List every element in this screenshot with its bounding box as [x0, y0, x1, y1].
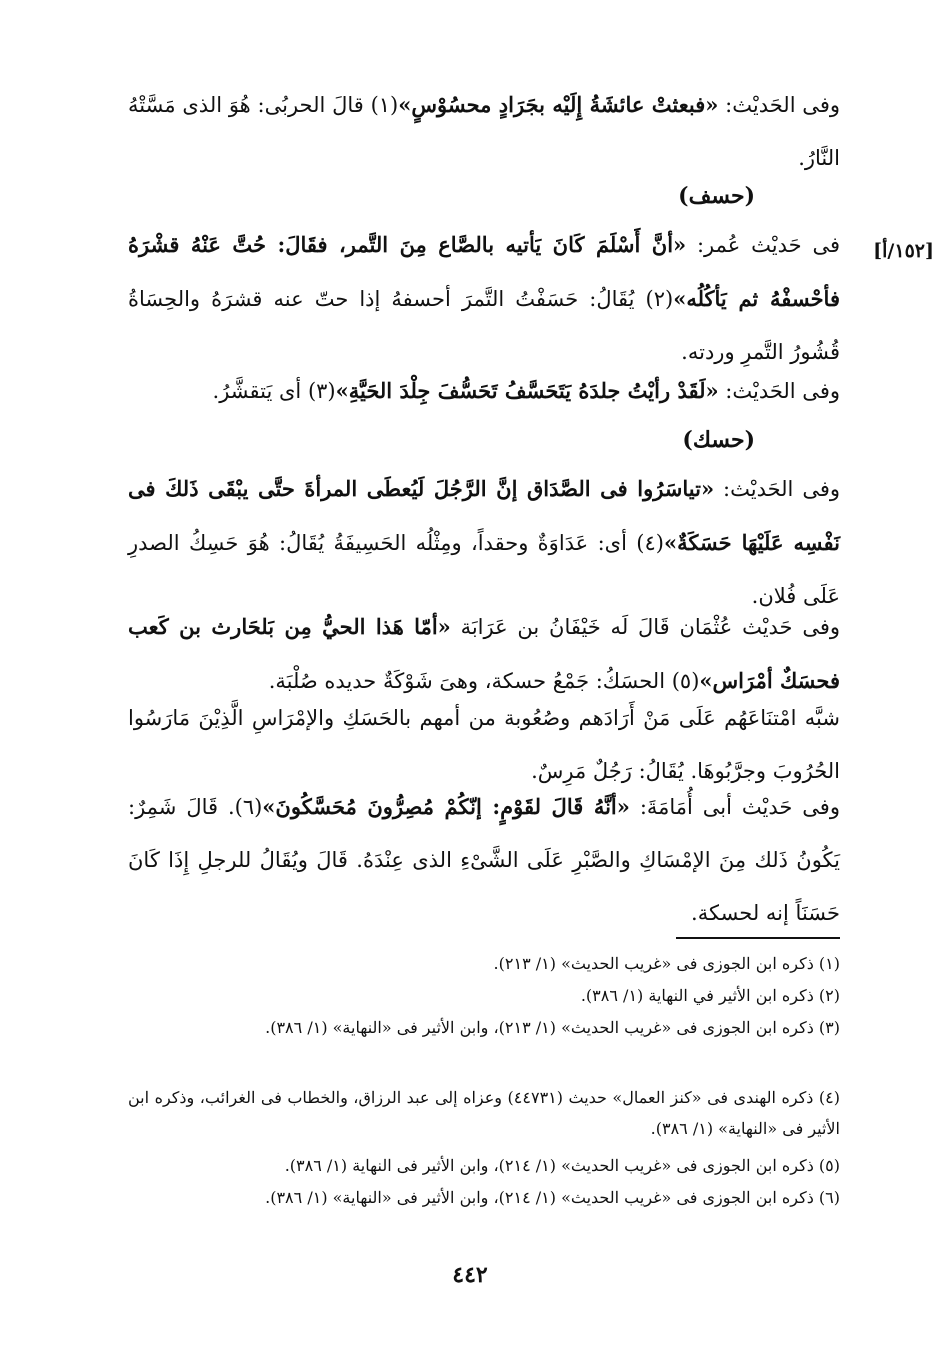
hadith-quote: «أمّا هَذا الحيُّ مِن بَلحَارث بن كَعب فحسَكٌ أمْرَاس»: [128, 614, 840, 693]
paragraph-text: (٢) يُقَالُ: حَسَفْتُ التَّمرَ أحسفهُ إذا حتّ عنه قشرَهُ والحِسَاةُ قُشُورُ التَّمرِ وردته.: [128, 287, 840, 364]
paragraph-text: (٤) أى: عَدَاوَةٌ وحقداً، ومِثْلُه الحَسِيفَةُ يُقَالُ: هُوَ حَسِكُ الصدرِ عَلَى فُلان.: [128, 531, 840, 608]
paragraph-text: وفى الحَديْث:: [718, 93, 840, 117]
footnote-2: (٢) ذكره ابن الأثير في النهاية (١/ ٣٨٦).: [580, 986, 840, 1005]
paragraph-hasas: [128, 78, 840, 185]
paragraph-text: شبَّه امْتنَاعَهُم عَلَى مَنْ أَرَادَهم وصُعُوبة من أمهم بالحَسَكِ والإمْرَاسِ الَّذِيْنَ مَارَسُوا الحُرُوبَ وجرَّبُوهَا. يُقَالُ: رَجُلٌ مَرِسٌ.: [128, 706, 840, 783]
paragraph-text: وفى الحَديْث:: [718, 379, 840, 403]
paragraph-umar: [128, 218, 840, 379]
page-number: ٤٤٢: [452, 1262, 488, 1288]
paragraph-text: وفى حَديْث أبى أُمَامَةَ:: [629, 795, 840, 819]
entry-heading-hasak: (حسك): [682, 427, 755, 453]
footnote-6: (٦) ذكره ابن الجوزى فى «غريب الحديث» (١/ ٢١٤)، وابن الأثير فى «النهاية» (١/ ٣٨٦).: [265, 1188, 840, 1207]
hadith-quote: «أنَّ أَسْلَمَ كَانَ يَأتيه بالصَّاع مِنَ التَّمر، فقَالَ: حُتَّ عَنْهُ قشْرَهُ فأحْسفْهُ ثم يَأكُلُه»: [128, 232, 840, 311]
hadith-quote: «تياسَرُوا فى الصَّدَاق إنَّ الرَّجُلَ لَيُعطَى المرأةَ حتَّى يبْقَى ذَلكَ فى نَفْسِه عَلَيْهَا حَسَكَةٌ»: [128, 476, 840, 555]
paragraph-text: (١) قالَ الحربُى: هُوَ الذى مَسَّتْهُ النَّارُ.: [128, 93, 840, 170]
paragraph-text: (٥) الحسَكُ: جَمْعُ حسكة، وهىَ شَوْكَةٌ حديده صُلْبَة.: [268, 669, 700, 693]
entry-heading-hasaf: (حسف): [678, 183, 755, 209]
footnote-4: (٤) ذكره الهندى فى «كنز العمال» حديث (٤٤٧٣١) وعزاه إلى عبد الرزاق، والخطاب فى الغرائب، وذكره ابن الأثير فى «النهاية» (١/ ٣٨٦).: [128, 1088, 841, 1138]
hadith-quote: «فبعثتْ عائشَةُ إِلَيْه بجَرَادٍ محسُوْسٍ»: [398, 92, 719, 117]
paragraph-text: فى حَديْث عُمر:: [686, 233, 840, 257]
footnote-1: (١) ذكره ابن الجوزى فى «غريب الحديث» (١/ ٢١٣).: [493, 954, 840, 973]
footnote-5: (٥) ذكره ابن الجوزى فى «غريب الحديث» (١/ ٢١٤)، وابن الأثير فى النهاية (١/ ٣٨٦).: [284, 1156, 840, 1175]
paragraph-tahassuf: [128, 364, 840, 418]
footnote-3: (٣) ذكره ابن الجوزى فى «غريب الحديث» (١/ ٢١٣)، وابن الأثير فى «النهاية» (١/ ٣٨٦).: [265, 1018, 840, 1037]
paragraph-text: وفى حَديْث عُثْمَان قَالَ لَه خَيْفَانُ بن عَرَابَة: [450, 615, 841, 639]
paragraph-sadaq: [128, 462, 840, 623]
margin-folio-reference: [١٥٢/أ]: [873, 240, 934, 262]
paragraph-text: وفى الحَديْث:: [714, 477, 840, 501]
hadith-quote: «لَقَدْ رأيْتُ جلدَهُ يَتَحَسَّفُ تَحَسُّفَ جِلْدَ الحَيَّةِ»: [335, 378, 719, 403]
paragraph-text: (٣) أى يَتقشَّرُ.: [212, 379, 336, 403]
footnote-divider: [676, 937, 840, 939]
hadith-quote: «أنَّهُ قَالَ لقَوْمٍ: إنّكُمْ مُصِرُّونَ مُحَسَّكُونَ»: [262, 794, 630, 819]
paragraph-text: (٦). قَالَ شَمِرٌ: يَكُونُ ذَلك مِنَ الإمْسَاكِ والصَّبْرِ عَلَى الشَّىْءِ الذى عِنْدَهُ. قَالَ ويُقَالُ للرجلِ إِذَا كَانَ حَسَنَاً إنه لحسكة.: [128, 795, 840, 925]
paragraph-abu-umama: [128, 780, 840, 940]
